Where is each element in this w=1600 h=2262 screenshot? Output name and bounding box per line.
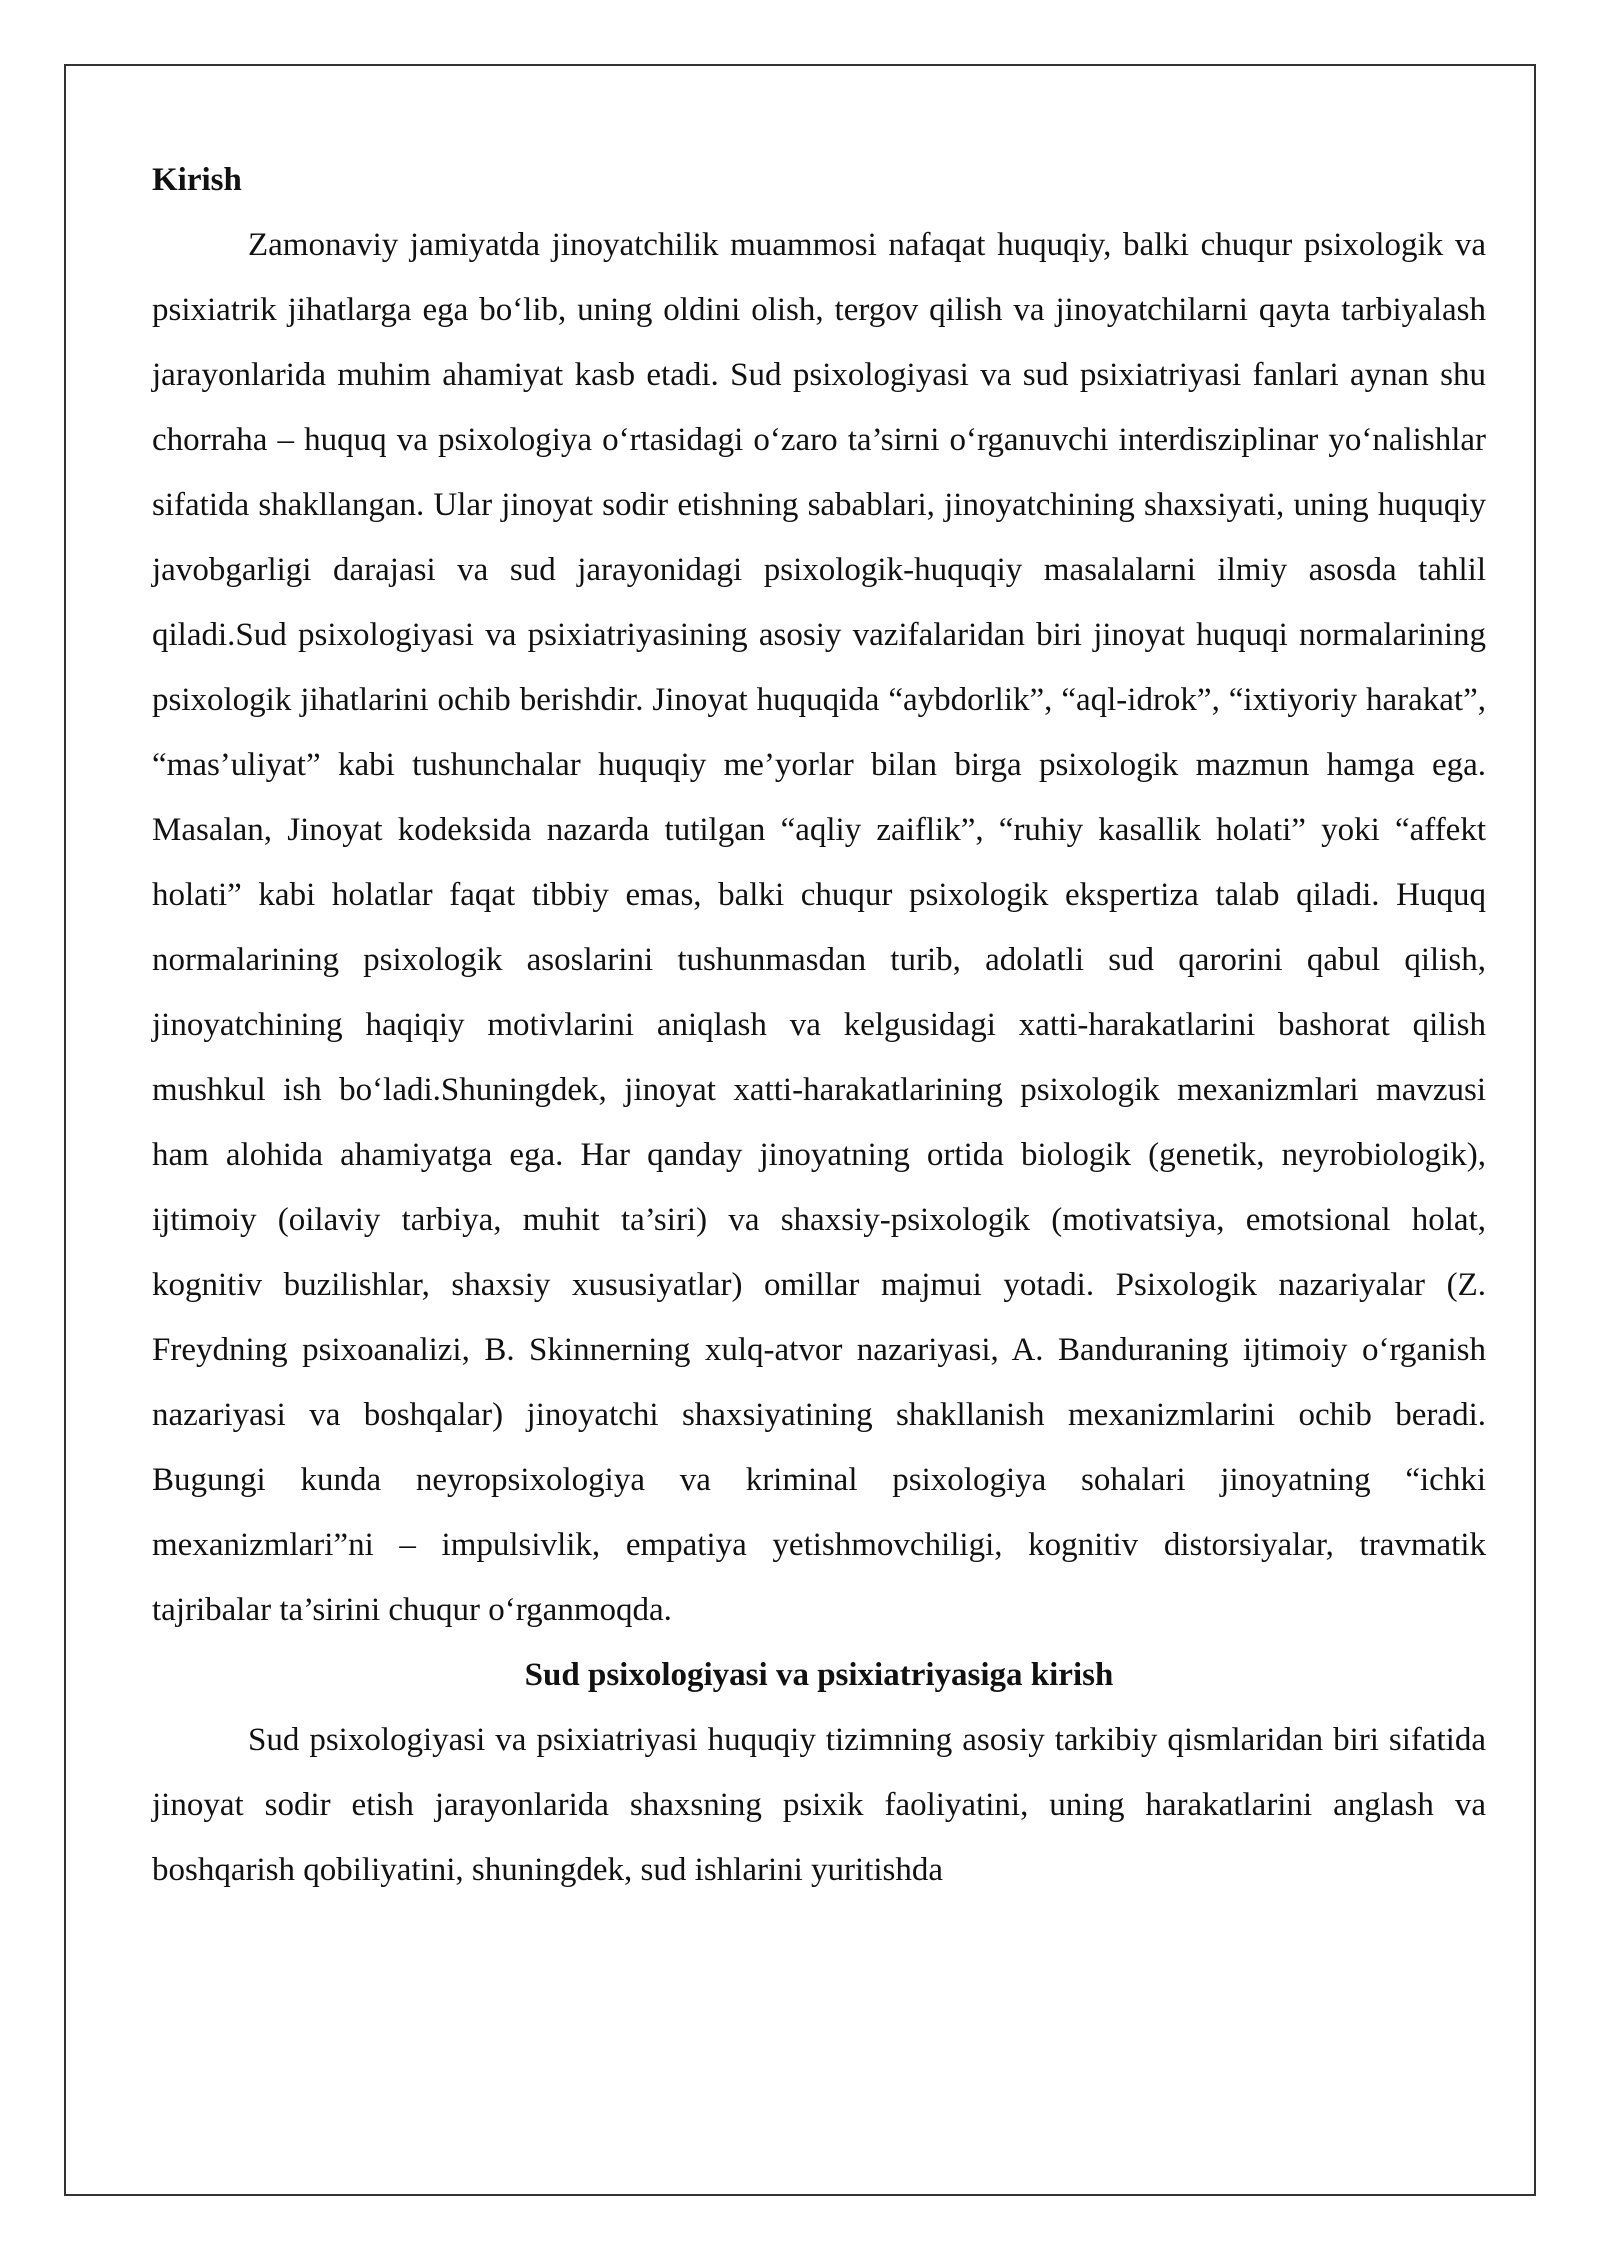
section-heading-intro: Kirish [152,162,242,198]
document-body [152,148,1486,1903]
intro-paragraph: Zamonaviy jamiyatda jinoyatchilik muammosi nafaqat huquqiy, balki chuqur psixologik va psixiatrik jihatlarga ega bo‘lib, uning oldini olish, tergov qilish va jinoyatchilarni qayta tarbiyalash jarayonlarida muhim ahamiyat kasb etadi. Sud psixologiyasi va sud psixiatriyasi fanlari aynan shu chorraha – huquq va psixologiya o‘rtasidagi o‘zaro ta’sirni o‘rganuvchi interdisziplinar yo‘nalishlar sifatida shakllangan. Ular jinoyat sodir etishning sabablari, jinoyatchining shaxsiyati, uning huquqiy javobgarligi darajasi va sud jarayonidagi psixologik-huquqiy masalalarni ilmiy asosda tahlil qiladi.Sud psixologiyasi va psixiatriyasining asosiy vazifalaridan biri jinoyat huquqi normalarining psixologik jihatlarini ochib berishdir. Jinoyat huquqida “aybdorlik”, “aql-idrok”, “ixtiyoriy harakat”, “mas’uliyat” kabi tushunchalar huquqiy me’yorlar bilan birga psixologik mazmun hamga ega. Masalan, Jinoyat kodeksida nazarda tutilgan “aqliy zaiflik”, “ruhiy kasallik holati” yoki “affekt holati” kabi holatlar faqat tibbiy emas, balki chuqur psixologik ekspertiza talab qiladi. Huquq normalarining psixologik asoslarini tushunmasdan turib, adolatli sud qarorini qabul qilish, jinoyatchining haqiqiy motivlarini aniqlash va kelgusidagi xatti-harakatlarini bashorat qilish mushkul ish bo‘ladi.Shuningdek, jinoyat xatti-harakatlarining psixologik mexanizmlari mavzusi ham alohida ahamiyatga ega. Har qanday jinoyatning ortida biologik (genetik, neyrobiologik), ijtimoiy (oilaviy tarbiya, muhit ta’siri) va shaxsiy-psixologik (motivatsiya, emotsional holat, kognitiv buzilishlar, shaxsiy xususiyatlar) omillar majmui yotadi. Psixologik nazariyalar (Z. Freydning psixoanalizi, B. Skinnerning xulq-atvor nazariyasi, A. Banduraning ijtimoiy o‘rganish nazariyasi va boshqalar) jinoyatchi shaxsiyatining shakllanish mexanizmlarini ochib beradi. Bugungi kunda neyropsixologiya va kriminal psixologiya sohalari jinoyatning “ichki mexanizmlari”ni – impulsivlik, empatiya yetishmovchiligi, kognitiv distorsiyalar, travmatik tajribalar ta’sirini chuqur o‘rganmoqda. [152,227,1486,1628]
section-heading-forensic: Sud psixologiyasi va psixiatriyasiga kirish [524,1657,1114,1693]
forensic-paragraph: Sud psixologiyasi va psixiatriyasi huquqiy tizimning asosiy tarkibiy qismlaridan biri sifatida jinoyat sodir etish jarayonlarida shaxsning psixik faoliyatini, uning harakatlarini anglash va boshqarish qobiliyatini, shuningdek, sud ishlarini yuritishda [152,1722,1486,1888]
